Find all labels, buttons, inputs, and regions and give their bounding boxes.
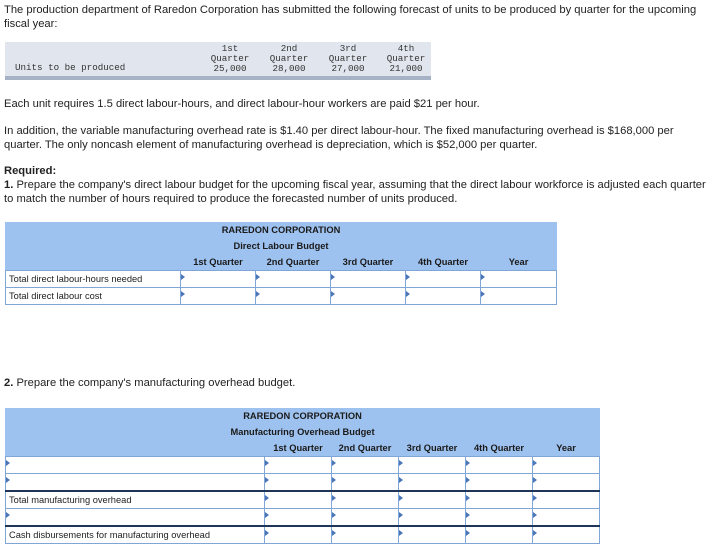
- overhead-r1-q4-input[interactable]: [466, 457, 533, 474]
- total-overhead-q3-input[interactable]: [399, 491, 466, 509]
- forecast-value: 27,000: [331, 62, 365, 74]
- forecast-value: 21,000: [389, 62, 423, 74]
- table-row: [6, 271, 557, 288]
- overhead-r2-q4-input[interactable]: [466, 474, 533, 492]
- overhead-col-header: 3rd Quarter: [406, 443, 458, 453]
- forecast-col-q2: 2nd Quarter 28,000: [260, 44, 318, 73]
- table-row: [6, 288, 557, 305]
- overhead-row-4-label-select[interactable]: [6, 509, 265, 527]
- forecast-col-q1: 1st Quarter 25,000: [201, 44, 259, 73]
- overhead-r4-q1-input[interactable]: [265, 509, 332, 527]
- labour-cost-year-input[interactable]: [481, 288, 557, 305]
- requirement-2: 2. Prepare the company's manufacturing overhead budget.: [4, 377, 296, 389]
- cash-disbursements-q1-input[interactable]: [265, 526, 332, 544]
- overhead-r2-year-input[interactable]: [533, 474, 600, 492]
- labour-cost-q3-input[interactable]: [331, 288, 406, 305]
- total-overhead-q4-input[interactable]: [466, 491, 533, 509]
- overhead-r4-q2-input[interactable]: [332, 509, 399, 527]
- table-row: [6, 509, 600, 527]
- intro-text: The production department of Raredon Corporation has submitted the following forecast of units to be produced by quarter for the upcoming fiscal year:: [4, 4, 697, 30]
- labour-col-header: 1st Quarter: [193, 257, 243, 267]
- overhead-r1-q2-input[interactable]: [332, 457, 399, 474]
- labour-col-header: 3rd Quarter: [342, 257, 394, 267]
- labour-info-text: Each unit requires 1.5 direct labour-hours, and direct labour-hour workers are paid $21 per hour.: [4, 98, 480, 110]
- forecast-value: 28,000: [272, 62, 306, 74]
- total-overhead-q2-input[interactable]: [332, 491, 399, 509]
- overhead-budget-table: [5, 408, 600, 544]
- cash-disbursements-year-input[interactable]: [533, 526, 600, 544]
- labour-col-header: Year: [508, 257, 529, 267]
- labour-hours-q2-input[interactable]: [256, 271, 331, 288]
- overhead-col-header: 4th Quarter: [473, 443, 525, 453]
- labour-cost-q2-input[interactable]: [256, 288, 331, 305]
- table-row: [6, 526, 600, 544]
- row-label: Total direct labour cost: [6, 288, 181, 305]
- total-overhead-year-input[interactable]: [533, 491, 600, 509]
- forecast-col-q4: 4th Quarter 21,000: [377, 44, 435, 73]
- overhead-r1-q3-input[interactable]: [399, 457, 466, 474]
- overhead-r4-q3-input[interactable]: [399, 509, 466, 527]
- labour-cost-q1-input[interactable]: [181, 288, 256, 305]
- table-row: [6, 457, 600, 474]
- labour-hours-q3-input[interactable]: [331, 271, 406, 288]
- row-label: Cash disbursements for manufacturing overhead: [6, 526, 265, 544]
- overhead-r1-year-input[interactable]: [533, 457, 600, 474]
- labour-budget-title: Direct Labour Budget: [233, 241, 329, 251]
- direct-labour-budget-table: [5, 222, 557, 305]
- labour-col-header: 2nd Quarter: [266, 257, 320, 267]
- total-overhead-q1-input[interactable]: [265, 491, 332, 509]
- required-heading: Required:: [4, 165, 57, 177]
- overhead-col-header: 1st Quarter: [273, 443, 323, 453]
- labour-company-name: RAREDON CORPORATION: [221, 225, 341, 235]
- labour-hours-q1-input[interactable]: [181, 271, 256, 288]
- forecast-table: [5, 42, 431, 80]
- table-row: [6, 474, 600, 492]
- row-label: Total manufacturing overhead: [6, 491, 265, 509]
- forecast-value: 25,000: [213, 62, 247, 74]
- forecast-col-q3: 3rd Quarter 27,000: [319, 44, 377, 73]
- cash-disbursements-q3-input[interactable]: [399, 526, 466, 544]
- overhead-row-2-label-select[interactable]: [6, 474, 265, 492]
- overhead-r4-q4-input[interactable]: [466, 509, 533, 527]
- labour-col-header: 4th Quarter: [417, 257, 469, 267]
- table-row: [6, 491, 600, 509]
- labour-hours-q4-input[interactable]: [406, 271, 481, 288]
- labour-hours-year-input[interactable]: [481, 271, 557, 288]
- row-label: Total direct labour-hours needed: [6, 271, 181, 288]
- overhead-budget-title: Manufacturing Overhead Budget: [230, 427, 375, 437]
- labour-cost-q4-input[interactable]: [406, 288, 481, 305]
- cash-disbursements-q2-input[interactable]: [332, 526, 399, 544]
- overhead-row-1-label-select[interactable]: [6, 457, 265, 474]
- overhead-r1-q1-input[interactable]: [265, 457, 332, 474]
- overhead-col-header: 2nd Quarter: [338, 443, 392, 453]
- requirement-1: 1. Prepare the company's direct labour budget for the upcoming fiscal year, assuming that the direct labour workforce is adjusted each quarter to match the number of hours required to produce the forecasted number of units produced.: [4, 179, 706, 205]
- overhead-company-name: RAREDON CORPORATION: [243, 411, 362, 421]
- overhead-col-header: Year: [556, 443, 576, 453]
- forecast-row-label: Units to be produced: [15, 62, 126, 73]
- overhead-r2-q3-input[interactable]: [399, 474, 466, 492]
- cash-disbursements-q4-input[interactable]: [466, 526, 533, 544]
- overhead-info-text: In addition, the variable manufacturing overhead rate is $1.40 per direct labour-hour. The fixed manufacturing overhead is $168,000 per quarter. The only noncash element of manufacturing overhead is depreciation, which is $52,000 per quarter.: [4, 125, 674, 151]
- overhead-r2-q1-input[interactable]: [265, 474, 332, 492]
- overhead-r4-year-input[interactable]: [533, 509, 600, 527]
- overhead-r2-q2-input[interactable]: [332, 474, 399, 492]
